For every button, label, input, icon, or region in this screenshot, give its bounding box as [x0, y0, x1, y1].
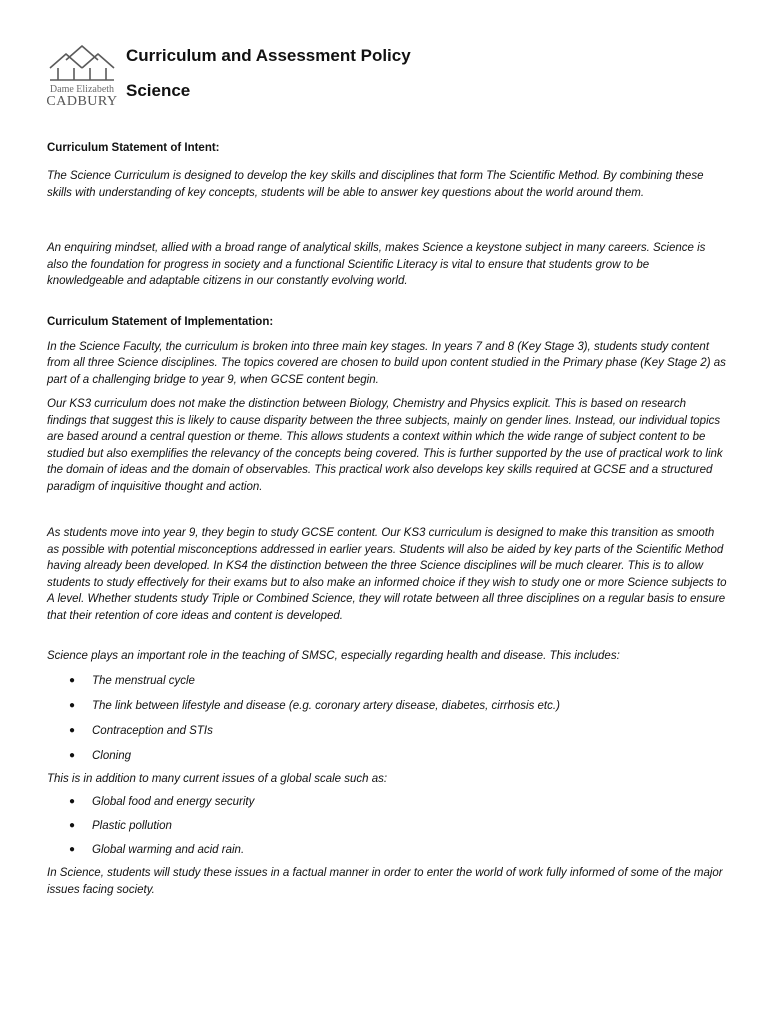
bullet-icon: ●: [69, 820, 76, 831]
implementation-paragraph-3: As students move into year 9, they begin to study GCSE content. Our KS3 curriculum is designed to make this transition as smooth as possible with potential misconceptions addressed in earlier years. Students will also be aided by key parts of the Scientific Method having already been developed. In KS4 the distinction between the three Science disciplines will be much clearer. This is to allow students to study effectively for their exams but to also make an informed choice if they wish to study one or more Science subjects to A level. Whether students study Triple or Combined Science, they will rotate between all three disciplines on a regular basis to ensure that their retention of core ideas and content is developed.: [47, 527, 727, 622]
page-subtitle: Science: [126, 81, 191, 100]
list-item: ● Cloning: [69, 749, 131, 762]
school-logo: [44, 42, 120, 108]
bullet-icon: ●: [69, 796, 76, 807]
page-header: [44, 40, 724, 110]
intent-heading: Curriculum Statement of Intent:: [47, 142, 220, 154]
bullet-icon: ●: [69, 724, 76, 736]
list-item: ● Plastic pollution: [69, 820, 172, 832]
intent-paragraph-1: The Science Curriculum is designed to develop the key skills and disciplines that form The Scientific Method. By combining these skills with understanding of key concepts, students will be able to answer key questions about the world around them.: [47, 170, 704, 199]
logo-big-text: CADBURY: [46, 94, 118, 109]
implementation-paragraph-2: Our KS3 curriculum does not make the distinction between Biology, Chemistry and Physics explicit. This is based on research findings that suggest this is likely to cause disparity between the three subjects, mainly on gender lines. Instead, our individual topics are based around a central question or theme. This allows students a context within which the wide range of subject content to be studied but also exemplifies the relevancy of the concepts being covered. This is further supported by the use of practical work to link the domain of ideas and the domain of observables. This practical work also develops key skills required at GCSE and a structured paradigm of inquisitive thought and action.: [47, 398, 723, 493]
global-issues-list: [47, 794, 727, 858]
global-issues-intro: This is in addition to many current issues of a global scale such as:: [47, 772, 388, 785]
closing-paragraph: In Science, students will study these issues in a factual manner in order to enter the world of work fully informed of some of the major issues facing society.: [47, 867, 723, 896]
list-item: ● Global warming and acid rain.: [69, 844, 245, 856]
list-item: ● The link between lifestyle and disease (e.g. coronary artery disease, diabetes, cirrhosis etc.): [69, 699, 560, 712]
implementation-paragraph-1: In the Science Faculty, the curriculum is broken into three main key stages. In years 7 and 8 (Key Stage 3), students study content from all three Science disciplines. The topics covered are chosen to build upon content studied in the Primary phase (Key Stage 2) as part of a challenging bridge to year 9, when GCSE content begin.: [47, 340, 726, 386]
bullet-icon: ●: [69, 749, 76, 761]
smsc-intro: Science plays an important role in the teaching of SMSC, especially regarding health and disease. This includes:: [47, 650, 620, 662]
intent-paragraph-2: An enquiring mindset, allied with a broad range of analytical skills, makes Science a keystone subject in many careers. Science is also the foundation for progress in society and a functional Scientific Literacy is vital to ensure that students grow to be knowledgeable and adaptable citizens in our constantly evolving world.: [47, 242, 706, 287]
page-title: Curriculum and Assessment Policy: [126, 46, 411, 65]
implementation-heading: Curriculum Statement of Implementation:: [47, 315, 274, 328]
logo-small-text: Dame Elizabeth: [49, 84, 115, 95]
smsc-list: [47, 673, 727, 764]
list-item: ● The menstrual cycle: [69, 674, 195, 687]
houses-logo-icon: [48, 42, 116, 82]
bullet-icon: ●: [69, 674, 76, 686]
bullet-icon: ●: [69, 699, 76, 711]
bullet-icon: ●: [69, 844, 76, 855]
document-body: [47, 140, 727, 898]
list-item: ● Contraception and STIs: [69, 724, 213, 737]
list-item: ● Global food and energy security: [69, 796, 255, 808]
